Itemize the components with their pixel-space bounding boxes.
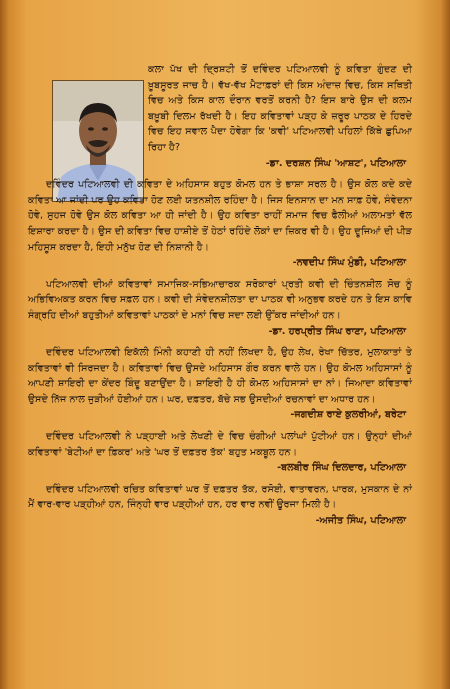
edge-shadow-right: [440, 0, 450, 689]
review-signature: -ਡਾ. ਹਰਪ੍ਰੀਤ ਸਿੰਘ ਰਾਣਾ, ਪਟਿਆਲਾ: [268, 325, 406, 337]
review-text: ਦਵਿੰਦਰ ਪਟਿਆਲਵੀ ਇਕੱਲੀ ਮਿੰਨੀ ਕਹਾਣੀ ਹੀ ਨਹੀਂ ਲਿਖਦਾ ਹੈ, ਉਹ ਲੇਖ, ਰੇਖਾ ਚਿੱਤਰ, ਮੁਲਾਕਾਤਾਂ ਤੇ ਕਵਿਤਾਵਾਂ ਵੀ ਸਿਰਜਦਾ ਹੈ। ਕਵਿਤਾਵਾਂ ਵਿਚ ਉਸਦੇ ਅਹਿਸਾਸ ਗੌਰ ਕਰਨ ਵਾਲੇ ਹਨ। ਉਹ ਕੋਮਲ ਅਹਿਸਾਸਾਂ ਨੂੰ ਆਪਣੀ ਸ਼ਾਇਰੀ ਦਾ ਕੇਂਦਰ ਬਿੰਦੂ ਬਣਾਉਂਦਾ ਹੈ। ਸ਼ਾਇਰੀ ਹੈ ਹੀ ਕੋਮਲ ਅਹਿਸਾਸਾਂ ਦਾ ਨਾਂ। ਜਿਆਦਾ ਕਵਿਤਾਵਾਂ ਉਸਦੇ ਨਿੱਜ ਨਾਲ ਜੁੜੀਆਂ ਹੋਈਆਂ ਹਨ। ਘਰ, ਦਫ਼ਤਰ, ਬੱਚੇ ਸਭ ਉਸਦੀਆਂ ਰਚਨਾਵਾਂ ਦਾ ਅਧਾਰ ਹਨ।: [28, 347, 412, 405]
intro-text: ਕਲਾ ਪੱਖ ਦੀ ਦ੍ਰਿਸ਼ਟੀ ਤੋਂ ਦਵਿੰਦਰ ਪਟਿਆਲਵੀ ਨੂੰ ਕਵਿਤਾ ਗੁੰਦਣ ਦੀ ਖ਼ੂਬਸੂਰਤ ਜਾਚ ਹੈ। ਵੱਖ-ਵੱਖ ਮੈਟਾਫ਼ਰਾਂ ਦੀ ਕਿਸ ਅੰਦਾਜ਼ ਵਿਚ, ਕਿਸ ਸਥਿਤੀ ਵਿਚ ਅਤੇ ਕਿਸ ਕਾਲ ਦੌਰਾਨ ਵਰਤੋਂ ਕਰਨੀ ਹੈ? ਇਸ ਬਾਰੇ ਉਸ ਦੀ ਕਲਮ ਬਖ਼ੂਬੀ ਦਿਲਮ ਰੱਖਦੀ ਹੈ। ਇਹ ਕਵਿਤਾਵਾਂ ਪੜ੍ਹ ਕੇ ਜ਼ਰੂਰ ਪਾਠਕ ਦੇ ਹਿਰਦੇ ਵਿਚ ਇਹ ਸਵਾਲ ਪੈਦਾ ਹੋਵੇਗਾ ਕਿ 'ਕਵੀ' ਪਟਿਆਲਵੀ ਪਹਿਲਾਂ ਕਿੱਥੇ ਛੁਪਿਆ ਰਿਹਾ ਹੈ?: [148, 64, 412, 153]
review-5: [28, 482, 412, 529]
review-text: ਦਵਿੰਦਰ ਪਟਿਆਲਵੀ ਰਚਿਤ ਕਵਿਤਾਵਾਂ ਘਰ ਤੋਂ ਦਫ਼ਤਰ ਤੱਕ, ਰਸੋਈ, ਵਾਤਾਵਰਨ, ਪਾਰਕ, ਮੁਸਕਾਨ ਦੇ ਨਾਂ ਮੈਂ ਵਾਰ-ਵਾਰ ਪੜ੍ਹੀਆਂ ਹਨ, ਜਿੰਨ੍ਹੀ ਵਾਰ ਪੜ੍ਹੀਆਂ ਹਨ, ਹਰ ਵਾਰ ਨਵੀਂ ਊਰਜਾ ਮਿਲੀ ਹੈ।: [28, 483, 412, 511]
review-signature: -ਨਵਦੀਪ ਸਿੰਘ ਮੁੰਡੀ, ਪਟਿਆਲਾ: [292, 257, 406, 269]
endorsements: [28, 62, 412, 535]
intro-signature: -ਡਾ. ਦਰਸ਼ਨ ਸਿੰਘ 'ਆਸ਼ਟ', ਪਟਿਆਲਾ: [265, 157, 406, 169]
review-text: ਦਵਿੰਦਰ ਪਟਿਆਲਵੀ ਨੇ ਪੜ੍ਹਾਈ ਅਤੇ ਲੇਖਣੀ ਦੇ ਵਿਚ ਚੰਗੀਆਂ ਪਲਾਂਘਾਂ ਪੁੱਟੀਆਂ ਹਨ। ਉਨ੍ਹਾਂ ਦੀਆਂ ਕਵਿਤਾਵਾਂ 'ਬੇਟੀਆਂ ਦਾ ਫ਼ਿਕਰ' ਅਤੇ 'ਘਰ ਤੋਂ ਦਫ਼ਤਰ ਤੱਕ' ਬਹੁਤ ਮਕਬੂਲ ਹਨ।: [28, 431, 412, 458]
review-1: [28, 177, 412, 271]
spine-shadow-left: [0, 0, 10, 689]
review-signature: -ਬਲਬੀਰ ਸਿੰਘ ਦਿਲਦਾਰ, ਪਟਿਆਲਾ: [277, 462, 406, 474]
review-text: ਪਟਿਆਲਵੀ ਦੀਆਂ ਕਵਿਤਾਵਾਂ ਸਮਾਜਿਕ-ਸਭਿਆਚਾਰਕ ਸਰੋਕਾਰਾਂ ਪ੍ਰਤੀ ਕਵੀ ਦੀ ਚਿੰਤਨਸ਼ੀਲ ਸੋਚ ਨੂੰ ਅਭਿਵਿਅਕਤ ਕਰਨ ਵਿਚ ਸਫ਼ਲ ਹਨ। ਕਵੀ ਦੀ ਸੰਵੇਦਨਸ਼ੀਲਤਾ ਦਾ ਪਾਠਕ ਵੀ ਅਨੁਭਵ ਕਰਦੇ ਹਨ ਤੇ ਇਸ ਕਾਵਿ ਸੰਗ੍ਰਹਿ ਦੀਆਂ ਬਹੁਤੀਆਂ ਕਵਿਤਾਵਾਂ ਪਾਠਕਾਂ ਦੇ ਮਨਾਂ ਵਿਚ ਸਦਾ ਲਈ ਉੱਕਰ ਜਾਂਦੀਆਂ ਹਨ।: [28, 278, 412, 321]
review-signature: -ਜਗਦੀਸ਼ ਰਾਏ ਕੁਲਰੀਆਂ, ਬਰੇਟਾ: [290, 409, 406, 421]
review-2: [28, 277, 412, 339]
review-3: [28, 345, 412, 423]
review-4: [28, 429, 412, 476]
review-text: ਦਵਿੰਦਰ ਪਟਿਆਲਵੀ ਦੀ ਕਵਿਤਾ ਦੇ ਅਹਿਸਾਸ ਬਹੁਤ ਕੋਮਲ ਹਨ ਤੇ ਭਾਸ਼ਾ ਸਰਲ ਹੈ। ਉਸ ਕੋਲ ਕਦੇ ਕਦੇ ਕਵਿਤਾ ਆ ਜਾਂਦੀ ਪਰ ਉਹ ਕਵਿਤਾ ਹੋਣ ਲਈ ਯਤਨਸ਼ੀਲ ਰਹਿੰਦਾ ਹੈ। ਜਿਸ ਇਨਸਾਨ ਦਾ ਮਨ ਸਾਫ਼ ਹੋਵੇ, ਸੰਵੇਦਨਾ ਹੋਵੇ, ਸੁਹਜ ਹੋਵੇ ਉਸ ਕੋਲ ਕਵਿਤਾ ਆ ਹੀ ਜਾਂਦੀ ਹੈ। ਉਹ ਕਵਿਤਾ ਰਾਹੀਂ ਸਮਾਜ ਵਿਚ ਫੈਲੀਆਂ ਅਲਾਮਤਾਂ ਵੱਲ ਇਸ਼ਾਰਾ ਕਰਦਾ ਹੈ। ਉਸ ਦੀ ਕਵਿਤਾ ਵਿਚ ਹਾਸ਼ੀਏ ਤੋਂ ਹੇਠਾਂ ਰਹਿੰਦੇ ਲੋਕਾਂ ਦਾ ਜ਼ਿਕਰ ਵੀ ਹੈ। ਉਹ ਦੂਜਿਆਂ ਦੀ ਪੀੜ ਮਹਿਸੂਸ ਕਰਦਾ ਹੈ, ਇਹੀ ਮਨੁੱਖ ਹੋਣ ਦੀ ਨਿਸ਼ਾਨੀ ਹੈ।: [28, 179, 412, 253]
review-signature: -ਅਜੀਤ ਸਿੰਘ, ਪਟਿਆਲਾ: [315, 515, 406, 527]
intro-review: [28, 62, 412, 171]
